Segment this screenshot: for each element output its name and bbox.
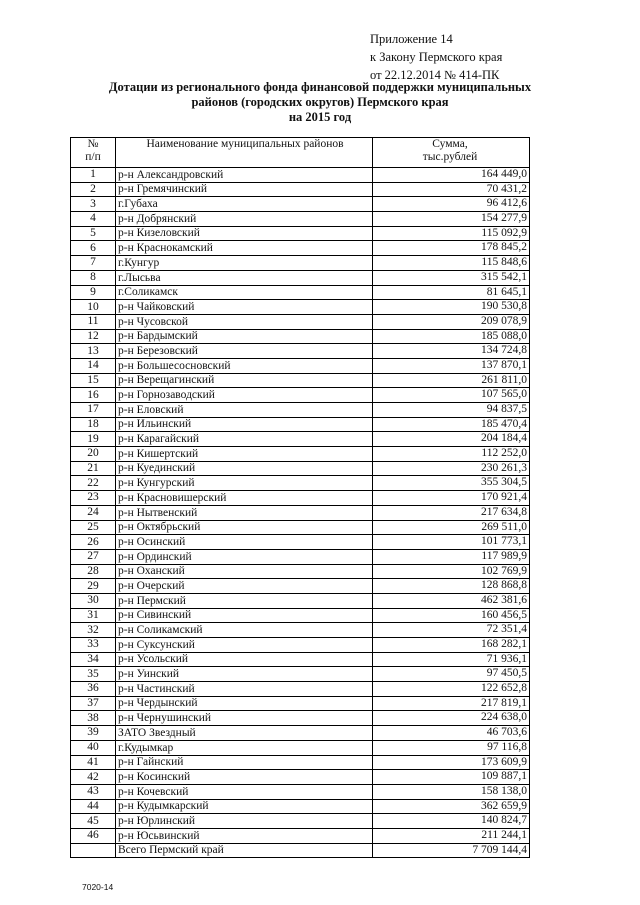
appendix-block <box>370 30 610 84</box>
row-sum: 224 638,0 <box>373 711 530 726</box>
row-district-name: р-н Березовский <box>116 344 373 359</box>
row-number: 33 <box>71 638 116 653</box>
appendix-date: от 22.12.2014 № 414-ПК <box>370 68 500 82</box>
row-sum: 134 724,8 <box>373 344 530 359</box>
table-row <box>71 432 530 447</box>
row-number: 37 <box>71 696 116 711</box>
row-number: 6 <box>71 241 116 256</box>
row-sum: 109 887,1 <box>373 770 530 785</box>
subsidies-table <box>70 137 530 858</box>
row-number: 9 <box>71 285 116 300</box>
row-district-name: р-н Нытвенский <box>116 505 373 520</box>
table-row <box>71 726 530 741</box>
row-number: 30 <box>71 593 116 608</box>
row-sum: 72 351,4 <box>373 623 530 638</box>
table-row <box>71 212 530 227</box>
table-row <box>71 814 530 829</box>
row-number: 1 <box>71 168 116 183</box>
row-number: 43 <box>71 784 116 799</box>
table-row <box>71 711 530 726</box>
row-number: 40 <box>71 740 116 755</box>
row-district-name: р-н Соликамский <box>116 623 373 638</box>
row-sum: 462 381,6 <box>373 593 530 608</box>
row-number: 5 <box>71 226 116 241</box>
header-number-line1: № <box>87 138 99 150</box>
header-name: Наименование муниципальных районов <box>116 138 373 168</box>
row-district-name: р-н Уинский <box>116 667 373 682</box>
row-district-name: р-н Бардымский <box>116 329 373 344</box>
row-number: 29 <box>71 579 116 594</box>
row-district-name: р-н Суксунский <box>116 638 373 653</box>
row-district-name: г.Губаха <box>116 197 373 212</box>
row-number: 24 <box>71 505 116 520</box>
row-sum: 178 845,2 <box>373 241 530 256</box>
table-row <box>71 682 530 697</box>
header-sum <box>373 138 530 168</box>
row-number: 28 <box>71 564 116 579</box>
row-number: 21 <box>71 461 116 476</box>
row-sum: 102 769,9 <box>373 564 530 579</box>
row-number: 46 <box>71 828 116 843</box>
row-sum: 185 088,0 <box>373 329 530 344</box>
table-row <box>71 182 530 197</box>
row-district-name: р-н Ординский <box>116 549 373 564</box>
row-number: 7 <box>71 256 116 271</box>
table-row <box>71 638 530 653</box>
row-sum: 170 921,4 <box>373 491 530 506</box>
row-number: 16 <box>71 388 116 403</box>
row-district-name: р-н Частинский <box>116 682 373 697</box>
row-number: 10 <box>71 300 116 315</box>
total-number-cell <box>71 843 116 858</box>
table-row <box>71 417 530 432</box>
row-district-name: р-н Александровский <box>116 168 373 183</box>
row-sum: 128 868,8 <box>373 579 530 594</box>
row-district-name: р-н Ильинский <box>116 417 373 432</box>
row-sum: 168 282,1 <box>373 638 530 653</box>
row-number: 26 <box>71 535 116 550</box>
row-number: 11 <box>71 314 116 329</box>
row-sum: 117 989,9 <box>373 549 530 564</box>
table-row <box>71 329 530 344</box>
row-number: 2 <box>71 182 116 197</box>
row-district-name: р-н Усольский <box>116 652 373 667</box>
title-line-3: на 2015 год <box>288 110 352 124</box>
row-number: 13 <box>71 344 116 359</box>
row-sum: 137 870,1 <box>373 358 530 373</box>
row-district-name: р-н Краснокамский <box>116 241 373 256</box>
row-district-name: р-н Кочевский <box>116 784 373 799</box>
table-row <box>71 799 530 814</box>
row-district-name: г.Лысьва <box>116 270 373 285</box>
row-district-name: р-н Октябрьский <box>116 520 373 535</box>
row-district-name: р-н Пермский <box>116 593 373 608</box>
header-sum-line1: Сумма, <box>432 138 468 150</box>
row-sum: 230 261,3 <box>373 461 530 476</box>
row-sum: 217 634,8 <box>373 505 530 520</box>
table-row <box>71 285 530 300</box>
table-row <box>71 608 530 623</box>
row-district-name: г.Кунгур <box>116 256 373 271</box>
row-district-name: р-н Гремячинский <box>116 182 373 197</box>
row-sum: 315 542,1 <box>373 270 530 285</box>
row-district-name: р-н Верещагинский <box>116 373 373 388</box>
row-sum: 160 456,5 <box>373 608 530 623</box>
row-number: 23 <box>71 491 116 506</box>
table-row <box>71 358 530 373</box>
row-district-name: р-н Кудымкарский <box>116 799 373 814</box>
row-sum: 122 652,8 <box>373 682 530 697</box>
row-district-name: р-н Куединский <box>116 461 373 476</box>
appendix-label: Приложение 14 <box>370 32 453 46</box>
row-district-name: р-н Кунгурский <box>116 476 373 491</box>
row-sum: 261 811,0 <box>373 373 530 388</box>
table-row <box>71 755 530 770</box>
table-row <box>71 740 530 755</box>
table-row <box>71 623 530 638</box>
row-sum: 211 244,1 <box>373 828 530 843</box>
row-sum: 158 138,0 <box>373 784 530 799</box>
table-row <box>71 461 530 476</box>
table-row <box>71 828 530 843</box>
row-number: 3 <box>71 197 116 212</box>
table-row <box>71 197 530 212</box>
row-sum: 190 530,8 <box>373 300 530 315</box>
row-district-name: р-н Чайковский <box>116 300 373 315</box>
row-district-name: р-н Чердынский <box>116 696 373 711</box>
row-sum: 204 184,4 <box>373 432 530 447</box>
row-district-name: р-н Косинский <box>116 770 373 785</box>
row-sum: 71 936,1 <box>373 652 530 667</box>
row-number: 45 <box>71 814 116 829</box>
row-district-name: р-н Чернушинский <box>116 711 373 726</box>
table-body <box>71 168 530 858</box>
row-number: 8 <box>71 270 116 285</box>
row-district-name: р-н Очерский <box>116 579 373 594</box>
row-district-name: р-н Сивинский <box>116 608 373 623</box>
row-number: 14 <box>71 358 116 373</box>
row-district-name: р-н Горнозаводский <box>116 388 373 403</box>
row-sum: 115 848,6 <box>373 256 530 271</box>
table-row <box>71 579 530 594</box>
table-row <box>71 696 530 711</box>
row-sum: 107 565,0 <box>373 388 530 403</box>
row-district-name: ЗАТО Звездный <box>116 726 373 741</box>
row-number: 15 <box>71 373 116 388</box>
row-number: 32 <box>71 623 116 638</box>
row-number: 41 <box>71 755 116 770</box>
row-district-name: р-н Карагайский <box>116 432 373 447</box>
footer-code: 7020-14 <box>82 882 114 892</box>
table-row <box>71 593 530 608</box>
row-district-name: р-н Кишертский <box>116 447 373 462</box>
table-row <box>71 652 530 667</box>
table-row <box>71 770 530 785</box>
row-number: 12 <box>71 329 116 344</box>
row-sum: 185 470,4 <box>373 417 530 432</box>
row-sum: 217 819,1 <box>373 696 530 711</box>
table-row <box>71 784 530 799</box>
table-row <box>71 476 530 491</box>
row-sum: 81 645,1 <box>373 285 530 300</box>
row-sum: 154 277,9 <box>373 212 530 227</box>
row-district-name: р-н Красновишерский <box>116 491 373 506</box>
table-row <box>71 491 530 506</box>
row-district-name: р-н Гайнский <box>116 755 373 770</box>
row-number: 44 <box>71 799 116 814</box>
row-sum: 97 450,5 <box>373 667 530 682</box>
row-number: 22 <box>71 476 116 491</box>
table-row <box>71 447 530 462</box>
row-sum: 97 116,8 <box>373 740 530 755</box>
row-district-name: р-н Еловский <box>116 403 373 418</box>
table-row <box>71 168 530 183</box>
row-district-name: р-н Чусовской <box>116 314 373 329</box>
document-title <box>60 80 580 125</box>
row-number: 39 <box>71 726 116 741</box>
row-sum: 96 412,6 <box>373 197 530 212</box>
row-sum: 209 078,9 <box>373 314 530 329</box>
table-row <box>71 344 530 359</box>
row-number: 31 <box>71 608 116 623</box>
table-row <box>71 300 530 315</box>
row-number: 17 <box>71 403 116 418</box>
row-number: 42 <box>71 770 116 785</box>
row-number: 34 <box>71 652 116 667</box>
total-label: Всего Пермский край <box>116 843 373 858</box>
table-row <box>71 667 530 682</box>
row-sum: 173 609,9 <box>373 755 530 770</box>
header-number-line2: п/п <box>85 151 101 163</box>
row-sum: 46 703,6 <box>373 726 530 741</box>
table-row <box>71 505 530 520</box>
row-sum: 115 092,9 <box>373 226 530 241</box>
table-row <box>71 403 530 418</box>
row-district-name: р-н Юсьвинский <box>116 828 373 843</box>
row-number: 4 <box>71 212 116 227</box>
title-line-2: районов (городских округов) Пермского края <box>191 95 449 109</box>
table-row <box>71 549 530 564</box>
row-sum: 362 659,9 <box>373 799 530 814</box>
row-sum: 355 304,5 <box>373 476 530 491</box>
row-district-name: г.Кудымкар <box>116 740 373 755</box>
row-sum: 112 252,0 <box>373 447 530 462</box>
appendix-law: к Закону Пермского края <box>370 50 503 64</box>
row-number: 20 <box>71 447 116 462</box>
row-sum: 164 449,0 <box>373 168 530 183</box>
table-row <box>71 520 530 535</box>
row-district-name: р-н Юрлинский <box>116 814 373 829</box>
table-row <box>71 270 530 285</box>
row-number: 19 <box>71 432 116 447</box>
row-district-name: р-н Добрянский <box>116 212 373 227</box>
table-row <box>71 256 530 271</box>
title-line-1: Дотации из регионального фонда финансовой поддержки муниципальных <box>108 80 532 94</box>
table-row <box>71 535 530 550</box>
row-number: 36 <box>71 682 116 697</box>
row-district-name: р-н Большесосновский <box>116 358 373 373</box>
table-row <box>71 564 530 579</box>
row-number: 27 <box>71 549 116 564</box>
row-number: 38 <box>71 711 116 726</box>
row-district-name: р-н Кизеловский <box>116 226 373 241</box>
row-sum: 94 837,5 <box>373 403 530 418</box>
row-district-name: г.Соликамск <box>116 285 373 300</box>
row-sum: 101 773,1 <box>373 535 530 550</box>
table-row <box>71 388 530 403</box>
table-row <box>71 241 530 256</box>
table-row <box>71 314 530 329</box>
header-number <box>71 138 116 168</box>
total-sum: 7 709 144,4 <box>373 843 530 858</box>
row-number: 18 <box>71 417 116 432</box>
header-sum-line2: тыс.рублей <box>422 151 478 163</box>
row-number: 35 <box>71 667 116 682</box>
row-sum: 269 511,0 <box>373 520 530 535</box>
table-row <box>71 373 530 388</box>
row-district-name: р-н Осинский <box>116 535 373 550</box>
row-sum: 140 824,7 <box>373 814 530 829</box>
table-row <box>71 226 530 241</box>
row-district-name: р-н Оханский <box>116 564 373 579</box>
row-number: 25 <box>71 520 116 535</box>
row-sum: 70 431,2 <box>373 182 530 197</box>
table-header-row <box>71 138 530 168</box>
table-total-row <box>71 843 530 858</box>
